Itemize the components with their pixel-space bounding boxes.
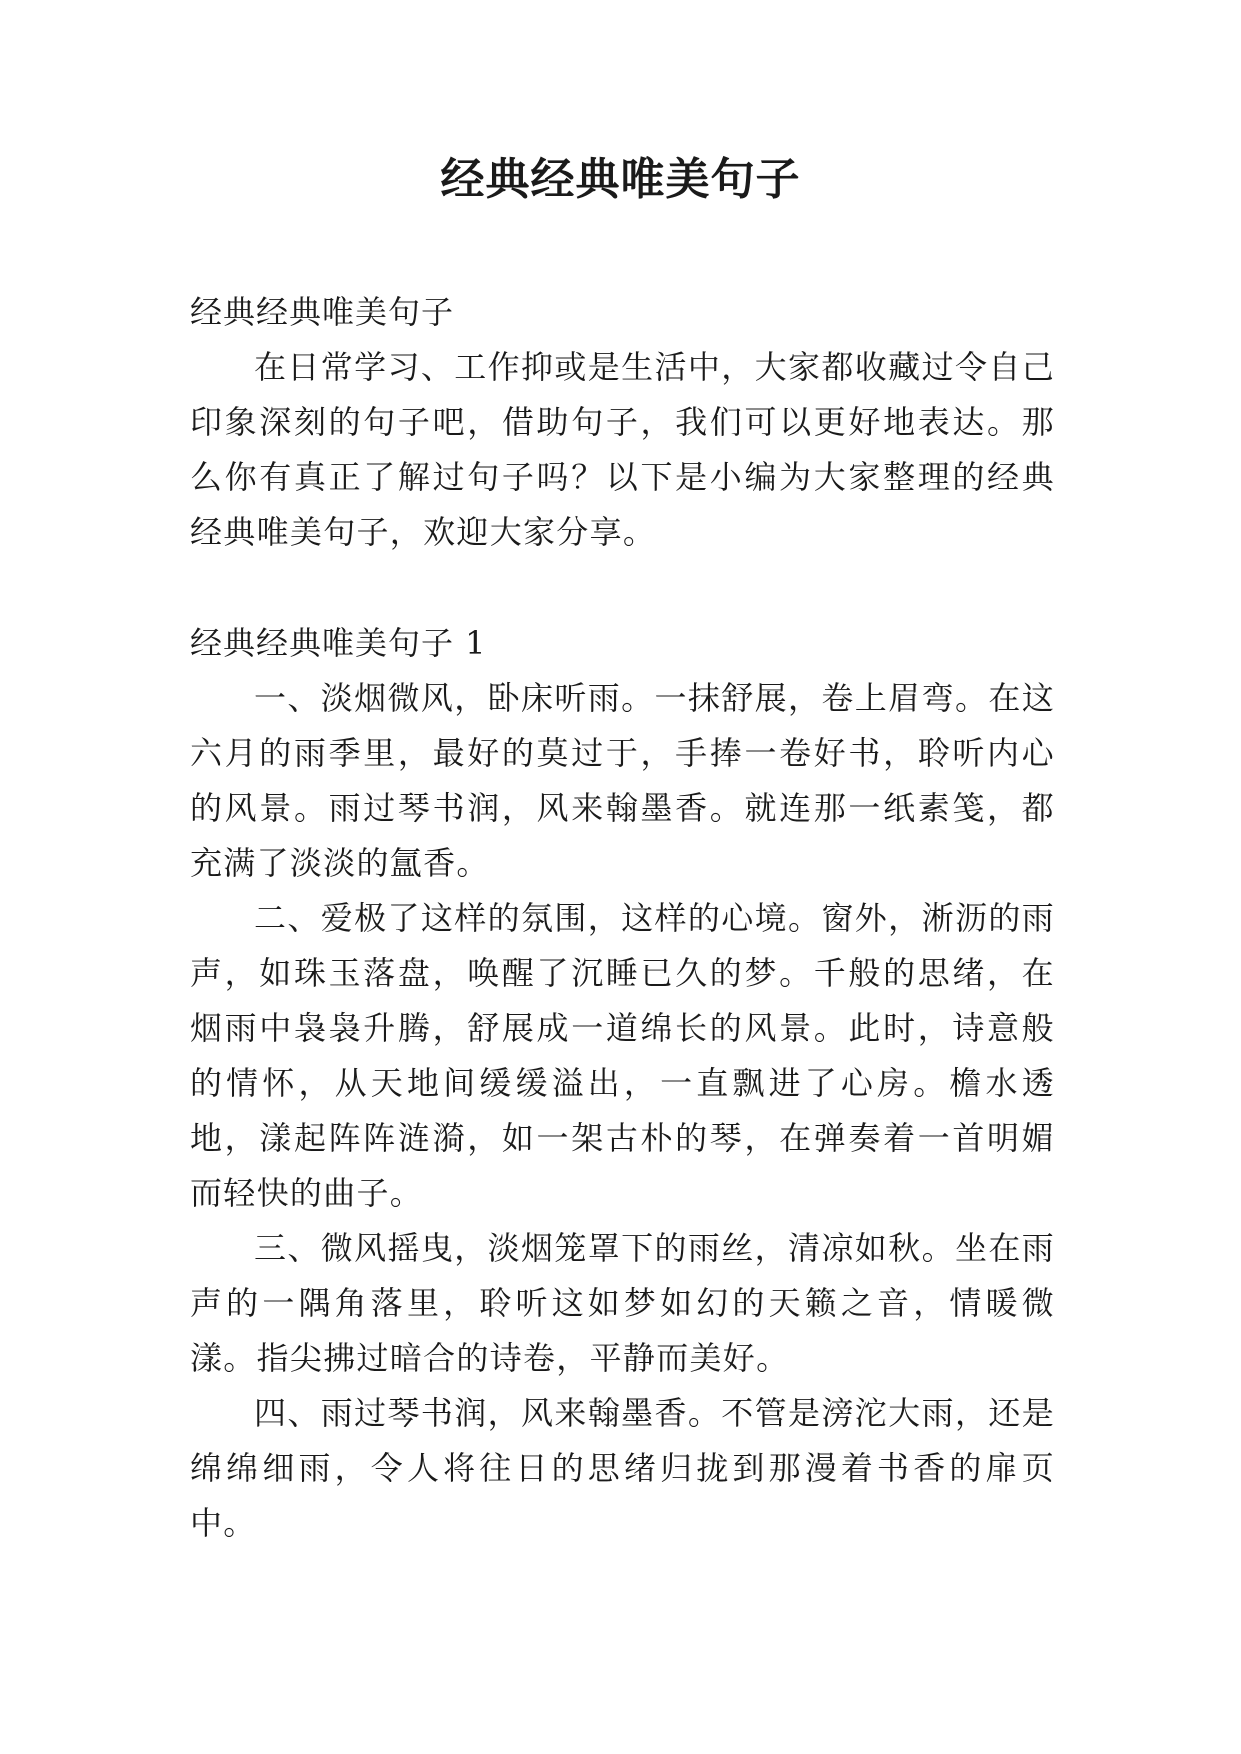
paragraph-3: 三、微风摇曳，淡烟笼罩下的雨丝，清凉如秋。坐在雨声的一隅角落里，聆听这如梦如幻的天籁之音，情暖微漾。指尖拂过暗合的诗卷，平静而美好。 — [190, 1229, 1055, 1377]
document-title: 经典经典唯美句子 — [440, 154, 801, 205]
paragraph-4: 四、雨过琴书润，风来翰墨香。不管是滂沱大雨，还是绵绵细雨，令人将往日的思绪归拢到那漫着书香的扉页中。 — [190, 1394, 1055, 1542]
paragraph-2: 二、爱极了这样的氛围，这样的心境。窗外，淅沥的雨声，如珠玉落盘，唤醒了沉睡已久的梦。千般的思绪，在烟雨中袅袅升腾，舒展成一道绵长的风景。此时，诗意般的情怀，从天地间缓缓溢出，一直飘进了心房。檐水透地，漾起阵阵涟漪，如一架古朴的琴，在弹奏着一首明媚而轻快的曲子。 — [190, 899, 1055, 1212]
document-body — [190, 285, 1055, 1551]
paragraph-1: 一、淡烟微风，卧床听雨。一抹舒展，卷上眉弯。在这六月的雨季里，最好的莫过于，手捧一卷好书，聆听内心的风景。雨过琴书润，风来翰墨香。就连那一纸素笺，都充满了淡淡的氲香。 — [190, 679, 1055, 882]
section-heading: 经典经典唯美句子 1 — [190, 624, 487, 662]
intro-paragraph: 在日常学习、工作抑或是生活中，大家都收藏过令自己印象深刻的句子吧，借助句子，我们可以更好地表达。那么你有真正了解过句子吗？以下是小编为大家整理的经典经典唯美句子，欢迎大家分享。 — [190, 348, 1055, 551]
subtitle: 经典经典唯美句子 — [190, 293, 455, 331]
